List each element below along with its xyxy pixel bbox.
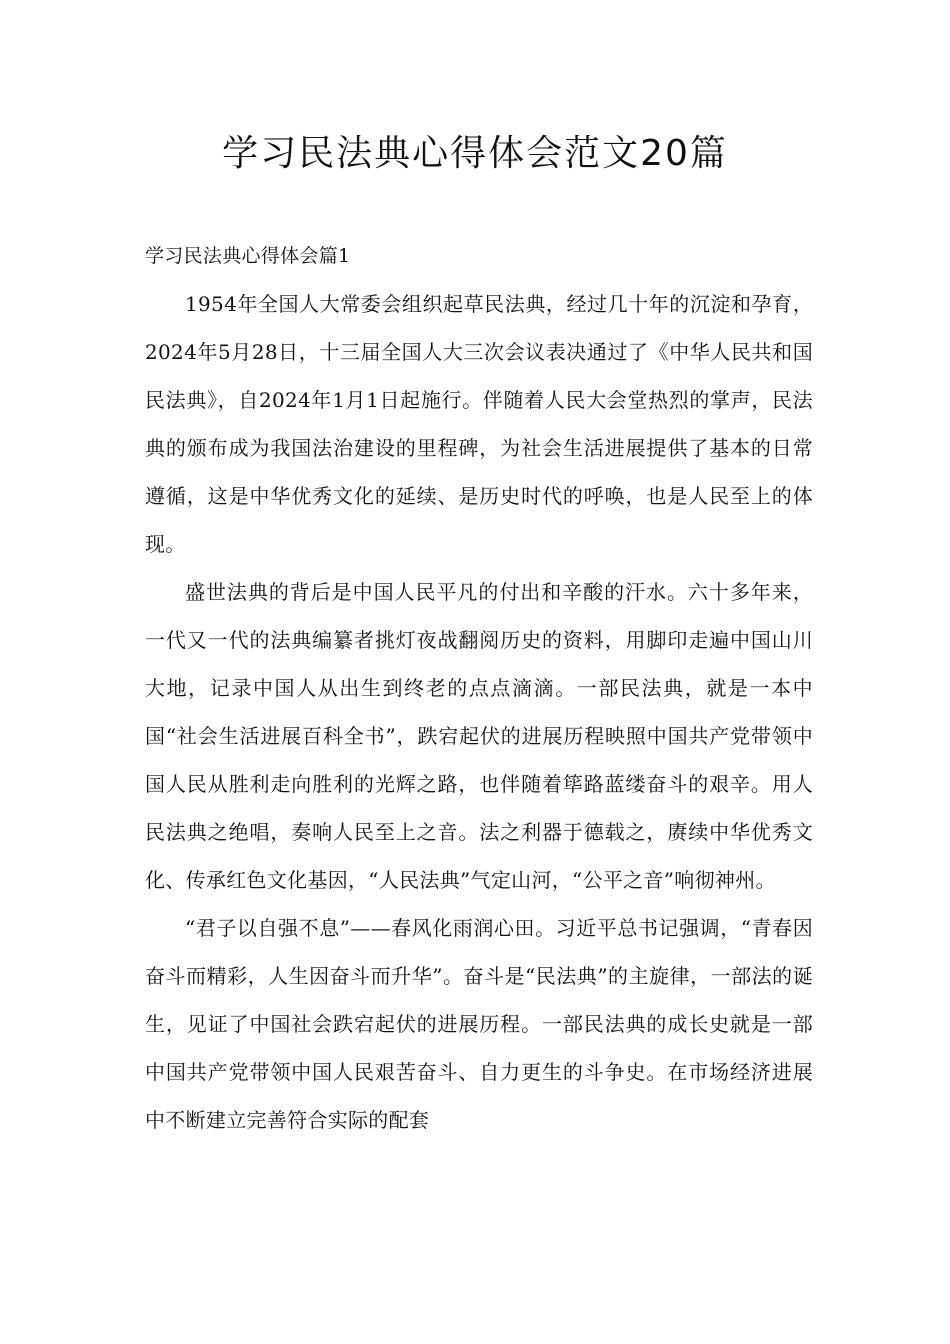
- paragraph: “君子以自强不息”——春风化雨润心田。习近平总书记强调，“青春因奋斗而精彩，人生因奋斗而升华”。奋斗是“民法典”的主旋律，一部法的诞生，见证了中国社会跌宕起伏的进展历程。一部民法典的成长史就是一部中国共产党带领中国人民艰苦奋斗、自力更生的斗争史。在市场经济进展中不断建立完善符合实际的配套: [145, 916, 813, 1132]
- document-title: 学习民法典心得体会范文20篇: [222, 133, 728, 174]
- section-heading: 学习民法典心得体会篇1: [145, 245, 351, 267]
- paragraph: 1954年全国人大常委会组织起草民法典，经过几十年的沉淀和孕育，2024年5月28日，十三届全国人大三次会议表决通过了《中华人民共和国民法典》，自2024年1月1日起施行。伴随着人民大会堂热烈的掌声，民法典的颁布成为我国法治建设的里程碑，为社会生活进展提供了基本的日常遵循，这是中华优秀文化的延续、是历史时代的呼唤，也是人民至上的体现。: [145, 292, 813, 556]
- document-body: [145, 232, 813, 1144]
- paragraph: 盛世法典的背后是中国人民平凡的付出和辛酸的汗水。六十多年来，一代又一代的法典编纂者挑灯夜战翻阅历史的资料，用脚印走遍中国山川大地，记录中国人从出生到终老的点点滴滴。一部民法典，就是一本中国“社会生活进展百科全书”，跌宕起伏的进展历程映照中国共产党带领中国人民从胜利走向胜利的光辉之路，也伴随着筚路蓝缕奋斗的艰辛。用人民法典之绝唱，奏响人民至上之音。法之利器于德载之，赓续中华优秀文化、传承红色文化基因，“人民法典”气定山河，“公平之音”响彻神州。: [145, 580, 813, 892]
